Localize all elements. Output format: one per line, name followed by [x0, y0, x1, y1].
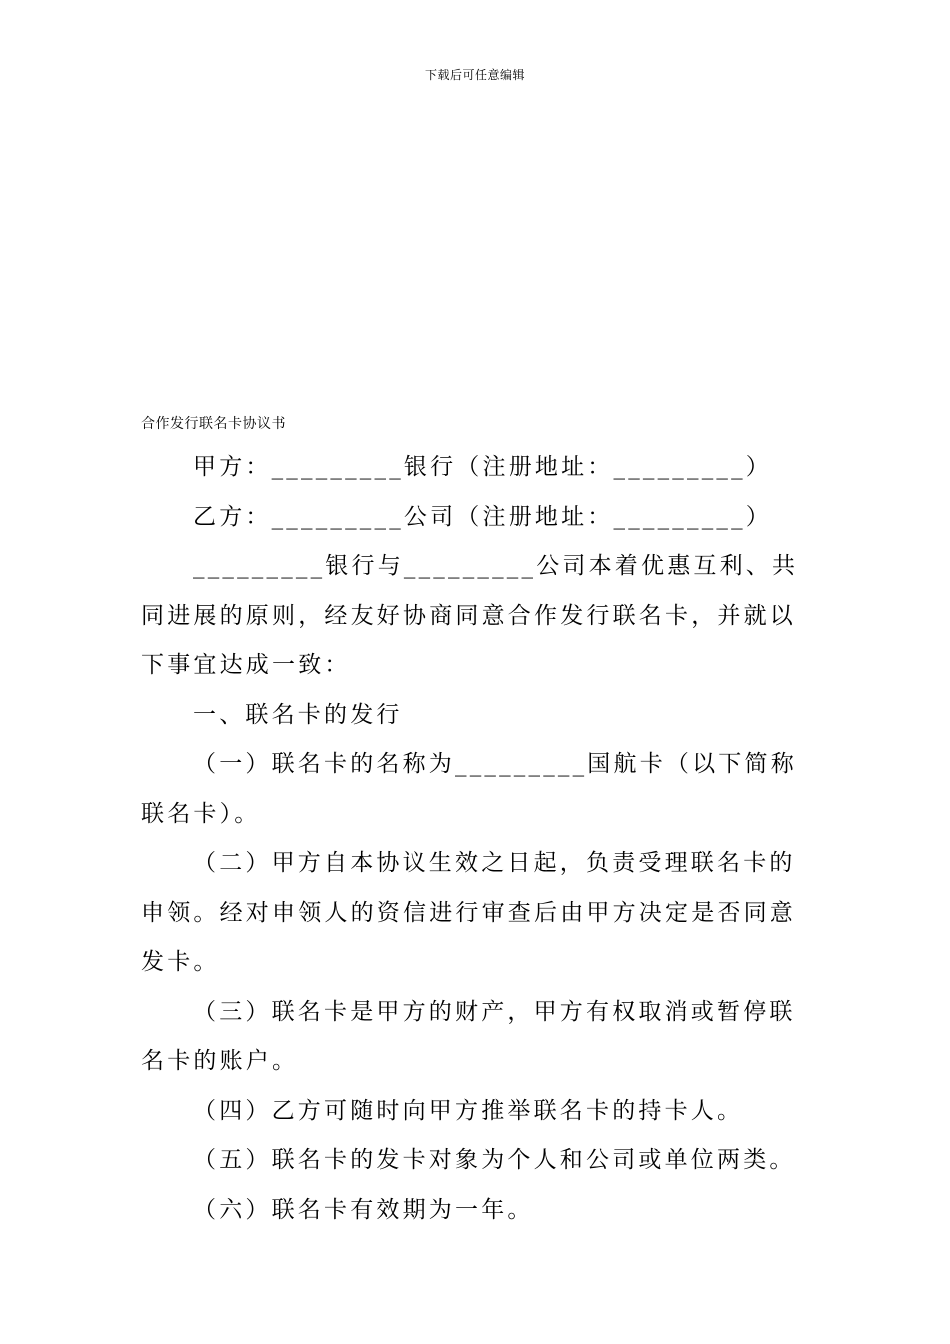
party-b-line: 乙方：_________公司（注册地址：_________）: [193, 503, 772, 530]
clause-4: （四）乙方可随时向甲方推举联名卡的持卡人。: [193, 1097, 744, 1124]
clause-6: （六）联名卡有效期为一年。: [193, 1196, 534, 1223]
clause-2: （二）甲方自本协议生效之日起，负责受理联名卡的申领。经对申领人的资信进行审查后由甲方决定是否同意发卡。: [141, 850, 796, 975]
clause-3: （三）联名卡是甲方的财产，甲方有权取消或暂停联名卡的账户。: [141, 998, 796, 1074]
preamble-paragraph: _________银行与_________公司本着优惠互利、共同进展的原则，经友好协商同意合作发行联名卡，并就以下事宜达成一致：: [141, 553, 799, 678]
clause-1: （一）联名卡的名称为_________国航卡（以下简称联名卡）。: [141, 751, 797, 827]
header-note: 下载后可任意编辑: [424, 68, 525, 82]
document-title: 合作发行联名卡协议书: [141, 416, 286, 432]
clause-5: （五）联名卡的发卡对象为个人和公司或单位两类。: [193, 1147, 796, 1173]
party-a-line: 甲方：_________银行（注册地址：_________）: [193, 454, 772, 480]
section-heading-issuance: 一、联名卡的发行: [193, 701, 403, 728]
document-body: [141, 443, 813, 1235]
